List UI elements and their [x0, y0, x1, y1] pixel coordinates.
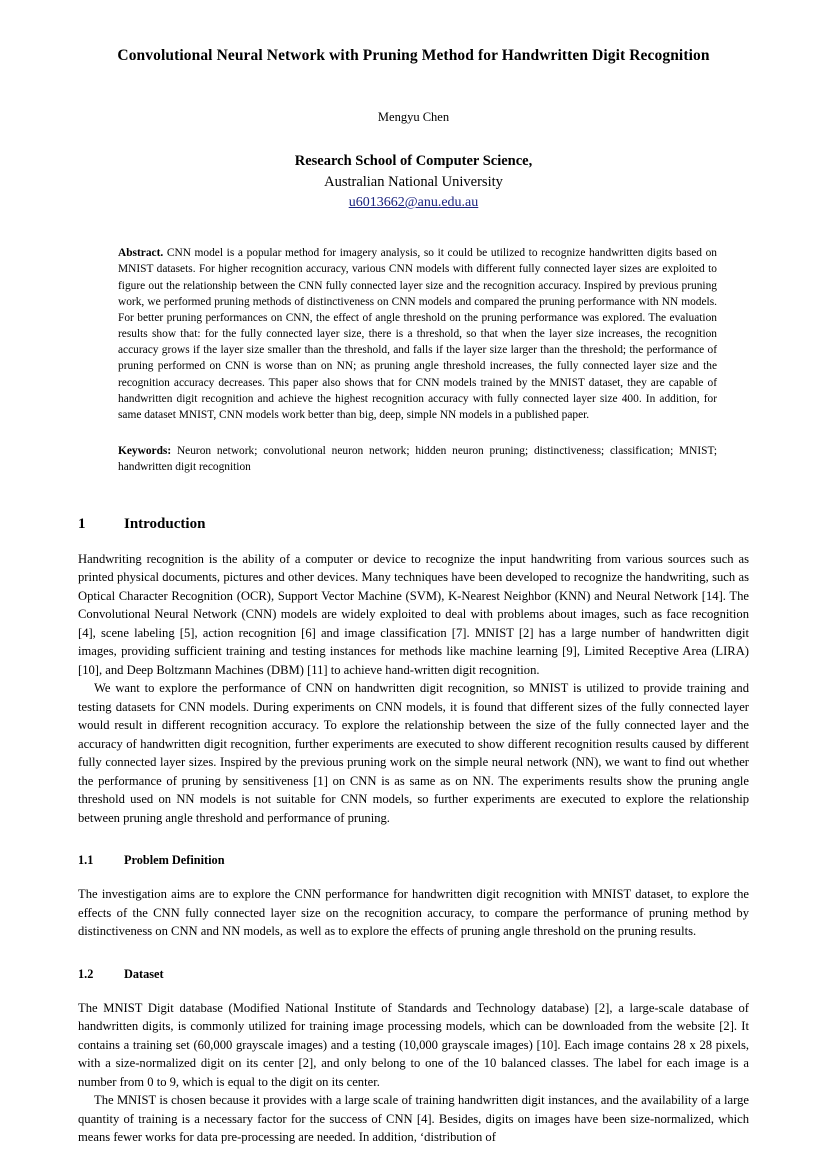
subsection-number: 1.1 [78, 853, 94, 868]
keywords-block [78, 443, 749, 475]
affiliation-line-1: Research School of Computer Science, [294, 153, 533, 170]
subsection-heading-dataset [78, 967, 749, 982]
page-title: Convolutional Neural Network with Pruning Method for Handwritten Digit Recognition [117, 47, 710, 64]
abstract-label: Abstract. [118, 247, 164, 260]
keywords-text: Neuron network; convolutional neuron network; hidden neuron pruning; distinctiveness; classification; MNIST; handwritten digit recognition [118, 445, 717, 474]
section-heading-introduction [78, 516, 749, 533]
paragraph: The MNIST Digit database (Modified National Institute of Standards and Technology database) [2], a large-scale database of handwritten digits, is commonly utilized for training image processing models, which can be downloaded from the website [2]. It contains a training set (60,000 grayscale images) and a testing (10,000 grayscale images) [10]. Each image contains 28 x 28 pixels, with a size-normalized digit on its center [2], and only belong to one of the 10 balanced classes. The label for each image is a number from 0 to 9, which is equal to the digit on its center. [78, 1000, 749, 1089]
keywords-label: Keywords: [118, 445, 172, 458]
section-title: Introduction [124, 515, 206, 532]
email-link[interactable]: u6013662@anu.edu.au [348, 195, 479, 211]
subsection-heading-problem-definition [78, 853, 749, 868]
subsection-title: Dataset [124, 966, 164, 981]
author-email [78, 195, 749, 211]
subsection-number: 1.2 [78, 966, 94, 981]
author-name: Mengyu Chen [377, 110, 450, 125]
subsection-title: Problem Definition [124, 853, 225, 868]
paragraph: We want to explore the performance of CNN on handwritten digit recognition, so MNIST is utilized to provide training and testing datasets for CNN models. During experiments on CNN models, it is found that different sizes of the fully connected layer would result in different recognition accuracy. To explore the relationship between the size of the fully connected layer and the accuracy of handwritten digit recognition, further experiments are executed to show different recognition results caused by different fully connected layer sizes. Inspired by the previous pruning work on the simple neural network (NN), we want to find out whether the performance of pruning by sensitiveness [1] on CNN is as same as on NN. The experiments results show the pruning angle threshold used on NN models is not suitable for CNN models, so further experiments are executed to explore the relationship between pruning angle threshold and performance of pruning. [78, 681, 749, 825]
affiliation [78, 151, 749, 193]
abstract-text: CNN model is a popular method for imagery analysis, so it could be utilized to recognize handwritten digits based on MNIST datasets. For higher recognition accuracy, various CNN models with different fully connected layer sizes are exploited to figure out the relationship between the CNN fully connected layer size and the recognition accuracy. Inspired by previous pruning work, we performed pruning methods of distinctiveness on CNN models and compared the pruning performance with NN models. For better pruning performances on CNN, the effect of angle threshold on the pruning performance was explored. The evaluation results show that: for the fully connected layer size, there is a threshold, so that when the layer size increases, the recognition accuracy grows if the layer size smaller than the threshold, and falls if the layer size larger than the threshold; the performance of pruning performed on CNN is worse than on NN; as pruning angle threshold increases, the fully connected layer size and the recognition accuracy decreases. This paper also shows that for CNN models trained by the MNIST dataset, they are capable of handwritten digit recognition and achieve the highest recognition accuracy with fully connected layer size 400. In addition, for same dataset MNIST, CNN models work better than big, deep, simple NN models in a published paper. [118, 247, 717, 422]
paragraph: The MNIST is chosen because it provides with a large scale of training handwritten digit instances, and the availability of a large quantity of training is a necessary factor for the success of CNN [4]. Besides, digits on images have been size-normalized, which means fewer works for data pre-processing are needed. In addition, ‘distribution of [78, 1093, 749, 1145]
paragraph: Handwriting recognition is the ability of a computer or device to recognize the input handwriting from various sources such as printed physical documents, pictures and other devices. Many techniques have been developed to recognize the handwriting, such as Optical Character Recognition (OCR), Support Vector Machine (SVM), K-Nearest Neighbor (KNN) and Neural Network [14]. The Convolutional Neural Network (CNN) models are widely exploited to deal with problems about images, such as face recognition [4], scene labeling [5], action recognition [6] and image classification [7]. MNIST [2] has a large number of handwritten digit images, providing sufficient training and testing instances for methods like machine learning [9], Limited Receptive Area (LIRA) [10], and Deep Boltzmann Machines (DBM) [11] to achieve hand-written digit recognition. [78, 551, 749, 677]
section-number: 1 [78, 515, 86, 532]
abstract-block [78, 245, 749, 423]
affiliation-line-2: Australian National University [324, 174, 503, 191]
paragraph: The investigation aims are to explore the CNN performance for handwritten digit recognition with MNIST dataset, to explore the effects of the CNN fully connected layer size on the recognition accuracy, to compare the performance of pruning method by distinctiveness on CNN and NN models, as well as to explore the effects of pruning angle threshold on the pruning results. [78, 887, 749, 939]
